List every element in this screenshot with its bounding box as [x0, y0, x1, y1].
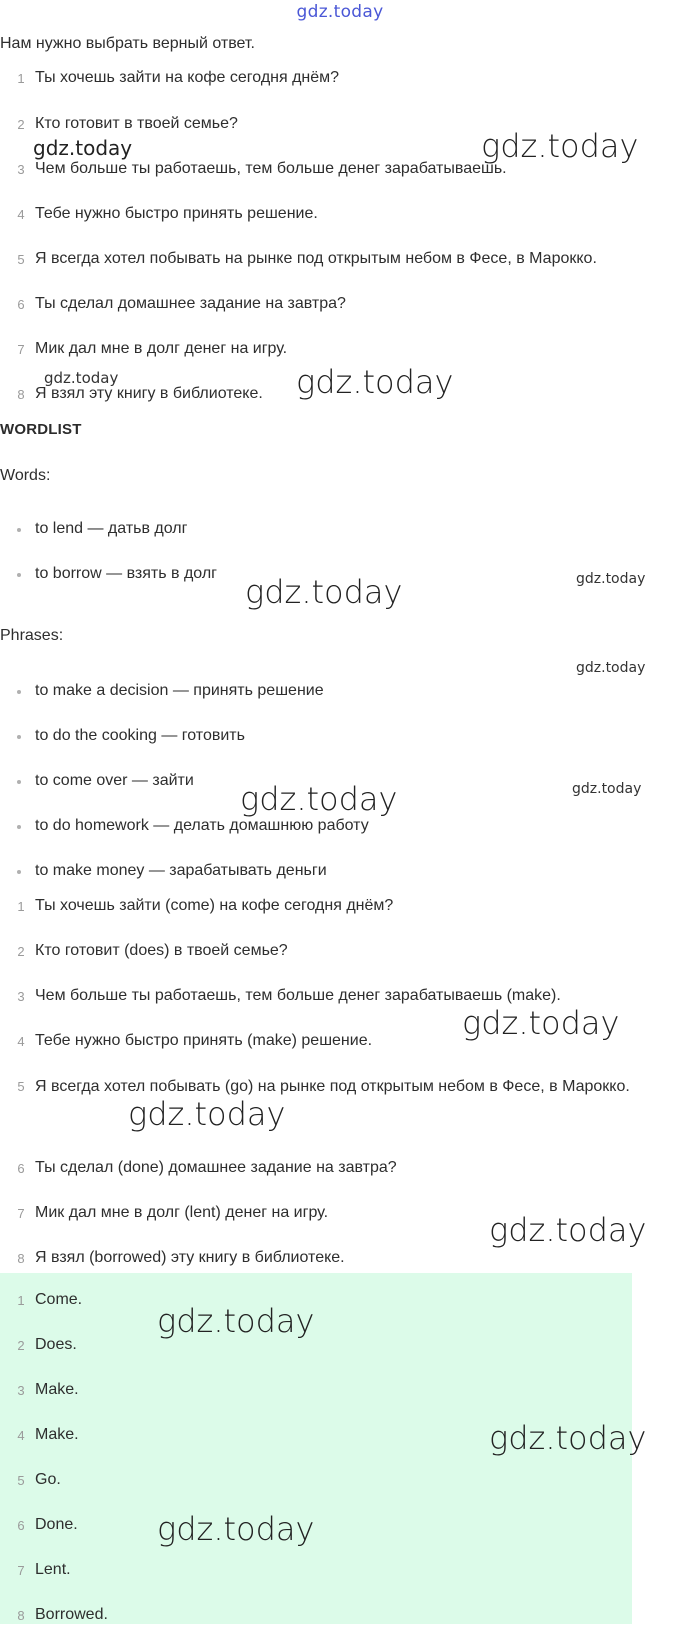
- phrases-label: Phrases:: [0, 627, 64, 644]
- list-item: 5 Go.: [17, 1471, 61, 1488]
- watermark: gdz.today: [44, 369, 119, 387]
- watermark: gdz.today: [481, 127, 639, 165]
- list-item: to make money — зарабатывать деньги: [0, 862, 327, 880]
- watermark: gdz.today: [240, 780, 398, 818]
- list-item: to do homework — делать домашнюю работу: [0, 817, 369, 835]
- list-item: 8 Я взял эту книгу в библиотеке.: [17, 385, 263, 402]
- list-item: 7 Lent.: [17, 1561, 71, 1578]
- list-item: 6 Done.: [17, 1516, 78, 1533]
- list-item: 1 Come.: [17, 1291, 83, 1308]
- list-item: 5 Я всегда хотел побывать (go) на рынке под открытым небом в Фесе, в Марокко.: [17, 1078, 630, 1095]
- watermark: gdz.today: [489, 1211, 647, 1249]
- list-item: to do the cooking — готовить: [0, 727, 245, 745]
- watermark: gdz.today: [245, 573, 403, 611]
- list-item: 4 Тебе нужно быстро принять решение.: [17, 205, 318, 222]
- bullet-icon: [17, 690, 21, 694]
- watermark: gdz.today: [33, 136, 133, 160]
- list-item: 4 Make.: [17, 1426, 79, 1443]
- list-item: 3 Make.: [17, 1381, 79, 1398]
- watermark: gdz.today: [572, 781, 642, 797]
- list-item: 8 Я взял (borrowed) эту книгу в библиотеке.: [17, 1249, 345, 1266]
- list-item: 7 Мик дал мне в долг денег на игру.: [17, 340, 288, 357]
- list-item: 2 Кто готовит (does) в твоей семье?: [17, 942, 288, 959]
- list-item: to come over — зайти: [0, 772, 194, 790]
- list-item: 1 Ты хочешь зайти (come) на кофе сегодня днём?: [17, 897, 394, 914]
- list-item: 3 Чем больше ты работаешь, тем больше денег зарабатываешь.: [17, 160, 507, 177]
- list-item: 5 Я всегда хотел побывать на рынке под открытым небом в Фесе, в Марокко.: [17, 250, 597, 267]
- watermark: gdz.today: [576, 571, 646, 587]
- list-item: 6 Ты сделал (done) домашнее задание на завтра?: [17, 1159, 397, 1176]
- list-item: 8 Borrowed.: [17, 1606, 108, 1623]
- bullet-icon: [17, 573, 21, 577]
- bullet-icon: [17, 870, 21, 874]
- list-item: to lend — датьв долг: [0, 520, 187, 538]
- watermark: gdz.today: [489, 1419, 647, 1457]
- watermark: gdz.today: [296, 363, 454, 401]
- bullet-icon: [17, 528, 21, 532]
- list-item: 7 Мик дал мне в долг (lent) денег на игру.: [17, 1204, 329, 1221]
- list-item: 2 Кто готовит в твоей семье?: [17, 115, 238, 132]
- watermark: gdz.today: [157, 1510, 315, 1548]
- list-item: 6 Ты сделал домашнее задание на завтра?: [17, 295, 346, 312]
- watermark: gdz.today: [576, 660, 646, 676]
- list-item: 1 Ты хочешь зайти на кофе сегодня днём?: [17, 69, 340, 86]
- site-logo[interactable]: gdz.today: [296, 2, 384, 22]
- list-item: 2 Does.: [17, 1336, 77, 1353]
- wordlist-heading: WORDLIST: [0, 421, 82, 438]
- bullet-icon: [17, 735, 21, 739]
- bullet-icon: [17, 780, 21, 784]
- list-item: 3 Чем больше ты работаешь, тем больше денег зарабатываешь (make).: [17, 987, 561, 1004]
- list-item: 4 Тебе нужно быстро принять (make) решение.: [17, 1032, 373, 1049]
- list-item: to borrow — взять в долг: [0, 565, 217, 583]
- watermark: gdz.today: [462, 1004, 620, 1042]
- words-label: Words:: [0, 467, 51, 484]
- watermark: gdz.today: [157, 1302, 315, 1340]
- intro-text: Нам нужно выбрать верный ответ.: [0, 35, 255, 52]
- watermark: gdz.today: [128, 1095, 286, 1133]
- bullet-icon: [17, 825, 21, 829]
- list-item: to make a decision — принять решение: [0, 682, 324, 700]
